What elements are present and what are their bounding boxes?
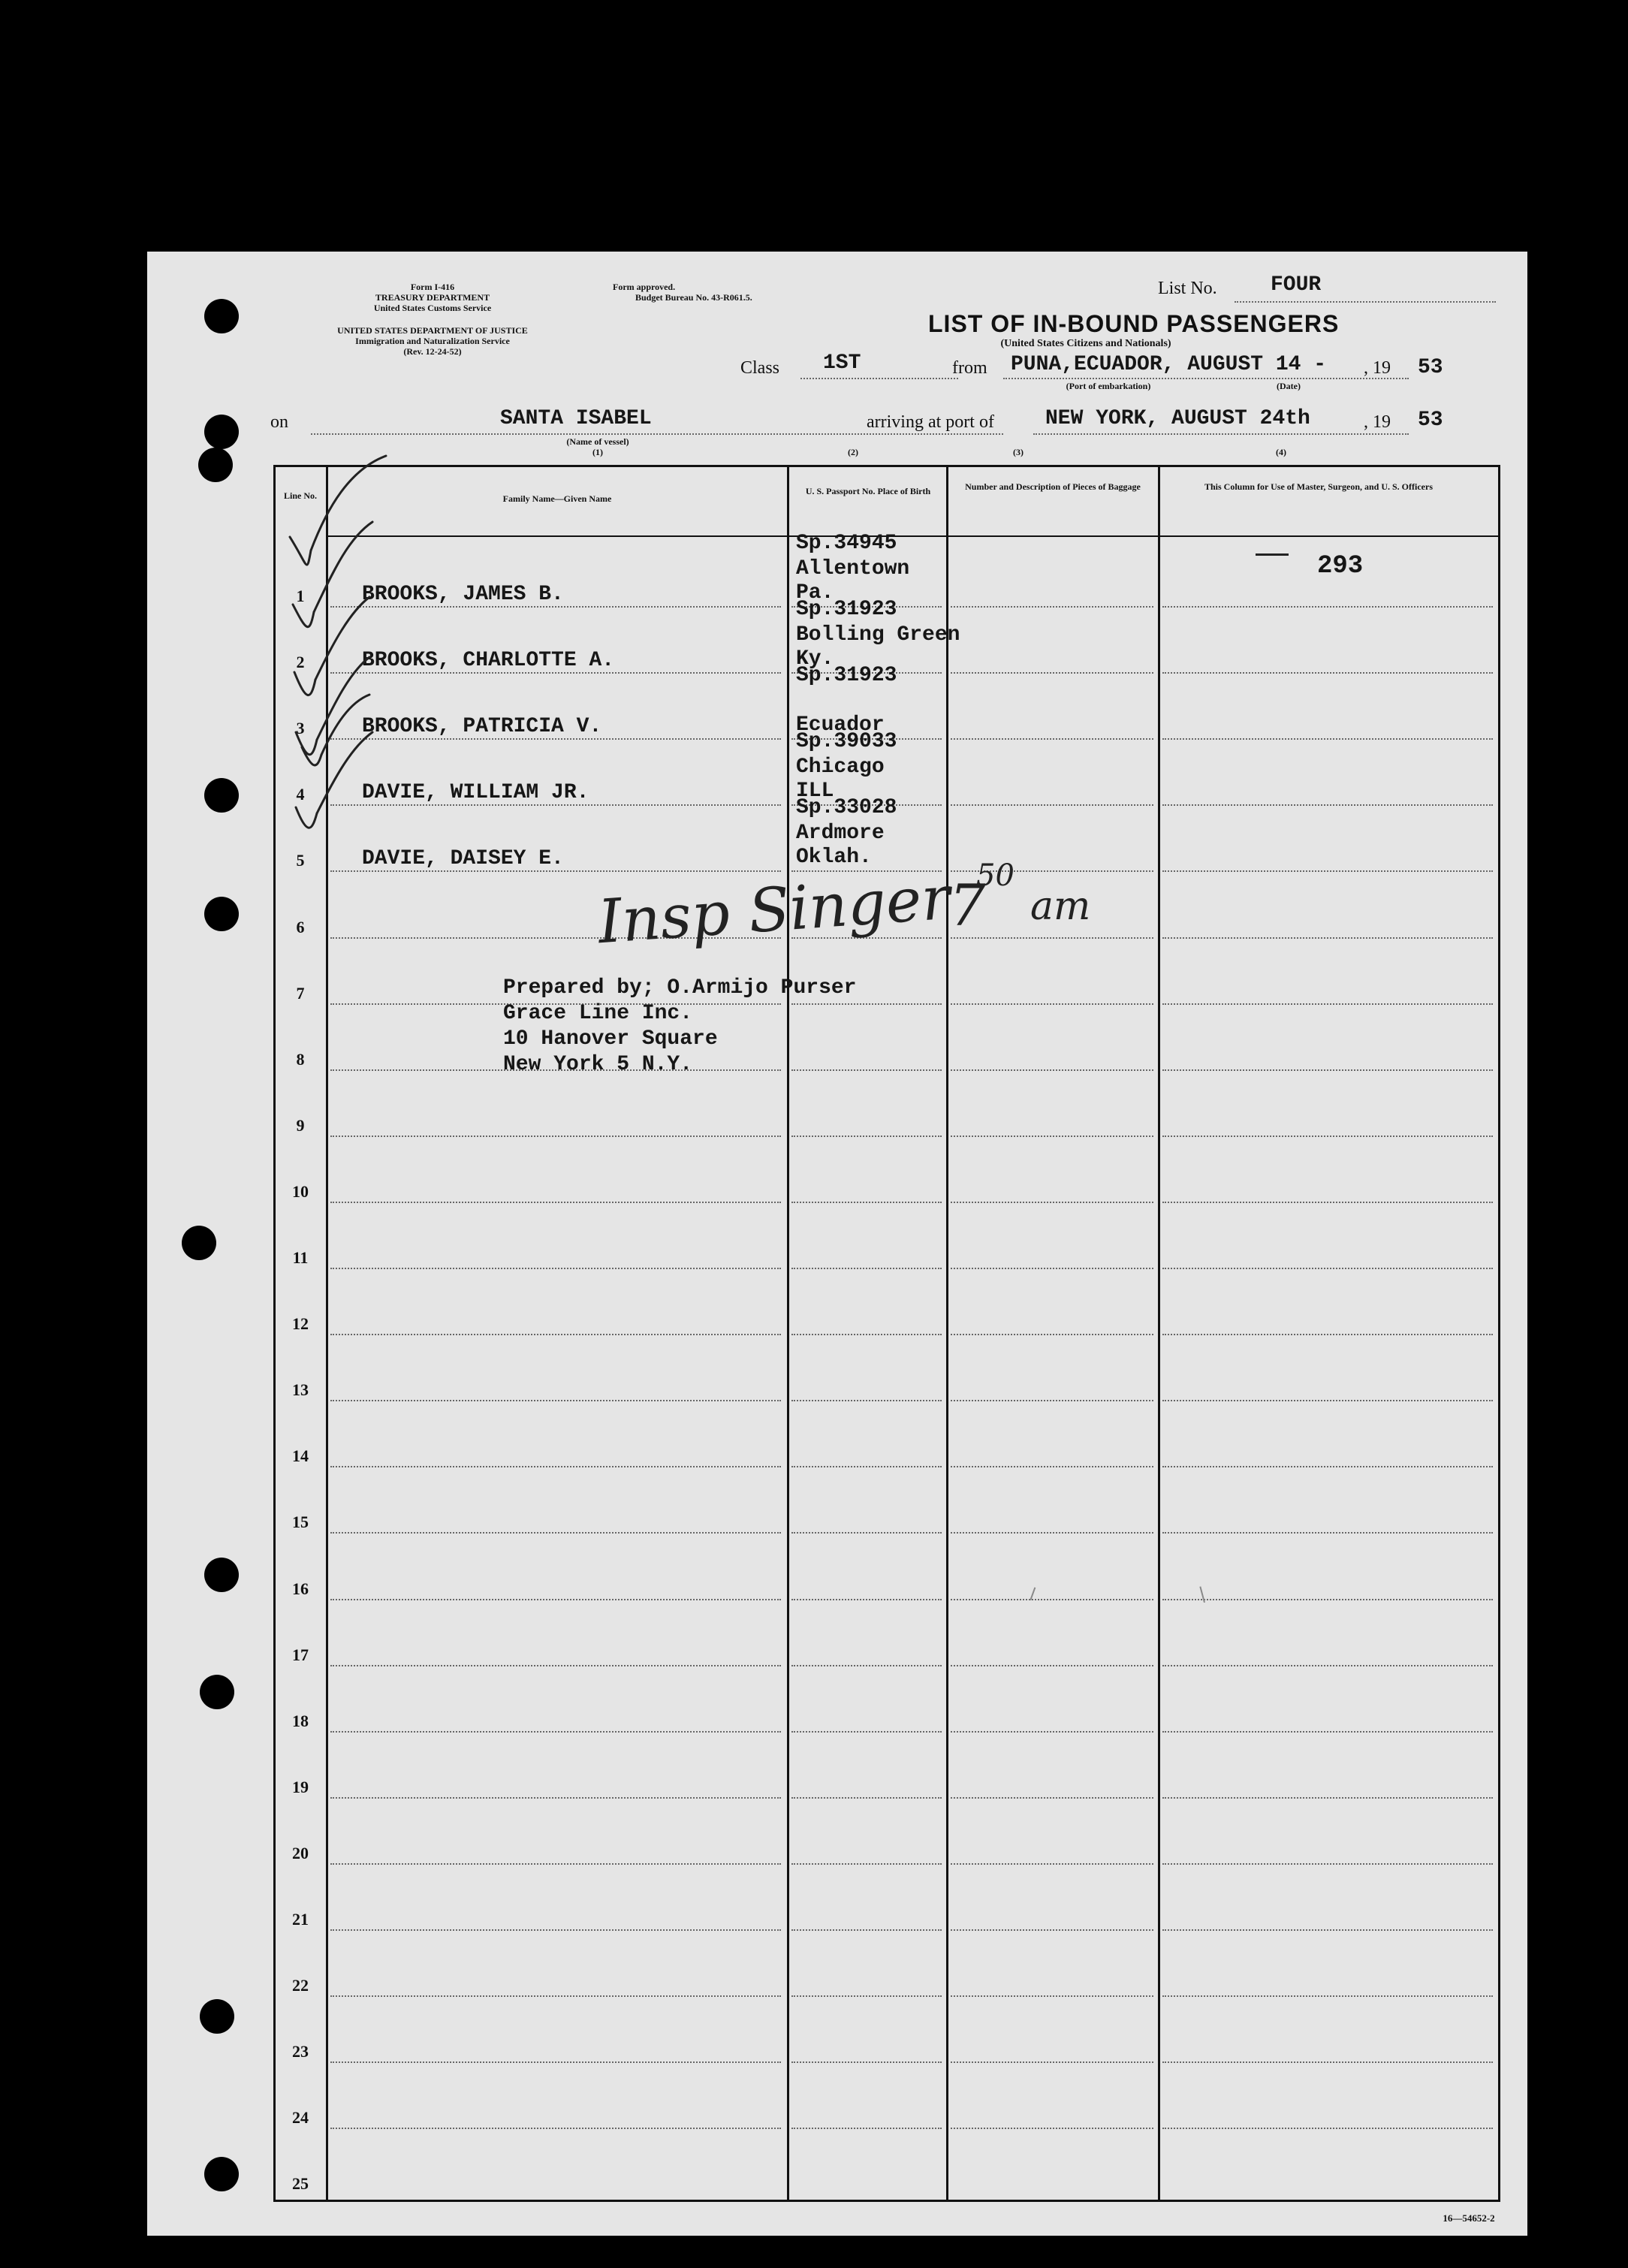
col1-number: (1) bbox=[592, 447, 603, 457]
row-dotted-line bbox=[791, 1136, 942, 1137]
row-dotted-line bbox=[1162, 1069, 1493, 1071]
list-no-value: FOUR bbox=[1271, 273, 1322, 297]
row-dotted-line bbox=[951, 1929, 1153, 1931]
col-header-line: Line No. bbox=[283, 490, 317, 501]
customs-service: United States Customs Service bbox=[373, 303, 492, 313]
birthplace-city: Chicago bbox=[796, 755, 885, 779]
birthplace-city: Allentown bbox=[796, 557, 910, 581]
row-dotted-line bbox=[330, 1863, 781, 1865]
row-dotted-line bbox=[1162, 1466, 1493, 1467]
row-dotted-line bbox=[791, 1731, 942, 1733]
arrival-year-prefix: , 19 bbox=[1364, 412, 1391, 432]
line-number: 13 bbox=[292, 1380, 309, 1399]
line-number: 9 bbox=[296, 1116, 305, 1135]
row-dotted-line bbox=[791, 1665, 942, 1666]
line-number: 4 bbox=[296, 785, 305, 804]
passport-number: Sp.39033 bbox=[796, 730, 897, 753]
row-dotted-line bbox=[330, 1731, 781, 1733]
row-dotted-line bbox=[1162, 1136, 1493, 1137]
row-dotted-line bbox=[1162, 1797, 1493, 1799]
prepared-company: Grace Line Inc. bbox=[503, 1002, 693, 1025]
row-dotted-line bbox=[791, 1334, 942, 1335]
binder-hole bbox=[204, 299, 239, 333]
class-value: 1ST bbox=[823, 351, 861, 375]
passenger-name: BROOKS, CHARLOTTE A. bbox=[362, 649, 615, 672]
row-dotted-line bbox=[330, 1136, 781, 1137]
header-rule bbox=[327, 535, 1499, 537]
line-number: 22 bbox=[292, 1976, 309, 1995]
prepared-city: New York 5 N.Y. bbox=[503, 1053, 693, 1076]
row-dotted-line bbox=[1162, 1003, 1493, 1005]
arrival-value: NEW YORK, AUGUST 24th bbox=[1045, 407, 1310, 430]
row-dotted-line bbox=[1162, 2061, 1493, 2063]
binder-hole bbox=[182, 1226, 216, 1260]
row-dotted-line bbox=[791, 1400, 942, 1401]
line-number: 12 bbox=[292, 1314, 309, 1333]
row-dotted-line bbox=[791, 1069, 942, 1071]
row-dotted-line bbox=[1162, 2128, 1493, 2129]
on-label: on bbox=[270, 412, 288, 432]
binder-hole bbox=[204, 415, 239, 449]
passport-number: Sp.34945 bbox=[796, 532, 897, 555]
from-value: PUNA,ECUADOR, AUGUST 14 - bbox=[1011, 353, 1327, 376]
row-dotted-line bbox=[1162, 1731, 1493, 1733]
revision-date: (Rev. 12-24-52) bbox=[403, 346, 462, 357]
row-dotted-line bbox=[330, 1995, 781, 1997]
line-number: 14 bbox=[292, 1446, 309, 1465]
arrival-year: 53 bbox=[1418, 409, 1443, 432]
officer-mark-dash bbox=[1256, 553, 1289, 556]
row-dotted-line bbox=[1162, 937, 1493, 939]
row-dotted-line bbox=[1162, 1334, 1493, 1335]
binder-hole bbox=[204, 778, 239, 813]
vessel-name: SANTA ISABEL bbox=[500, 407, 652, 430]
row-dotted-line bbox=[951, 2061, 1153, 2063]
row-dotted-line bbox=[951, 1532, 1153, 1534]
line-number: 7 bbox=[296, 984, 305, 1003]
list-no-label: List No. bbox=[1158, 279, 1217, 298]
col3-number: (3) bbox=[1013, 447, 1024, 457]
row-dotted-line bbox=[951, 738, 1153, 740]
footer-code: 16—54652-2 bbox=[1443, 2212, 1495, 2224]
form-title: LIST OF IN-BOUND PASSENGERS bbox=[928, 310, 1340, 337]
row-dotted-line bbox=[1162, 1929, 1493, 1931]
row-dotted-line bbox=[791, 1599, 942, 1600]
row-dotted-line bbox=[1162, 870, 1493, 872]
row-dotted-line bbox=[1162, 1202, 1493, 1203]
row-dotted-line bbox=[1162, 1532, 1493, 1534]
line-number: 3 bbox=[296, 719, 305, 737]
row-dotted-line bbox=[951, 1334, 1153, 1335]
prepared-by: Prepared by; O.Armijo Purser bbox=[503, 976, 857, 1000]
row-dotted-line bbox=[330, 1268, 781, 1269]
passport-number: Sp.31923 bbox=[796, 598, 897, 621]
passenger-name: DAVIE, DAISEY E. bbox=[362, 847, 564, 870]
row-dotted-line bbox=[791, 1995, 942, 1997]
row-dotted-line bbox=[951, 1995, 1153, 1997]
birthplace-state: ILL bbox=[796, 780, 834, 803]
line-number: 19 bbox=[292, 1778, 309, 1796]
line-number: 5 bbox=[296, 851, 305, 870]
row-dotted-line bbox=[330, 1400, 781, 1401]
line-number: 23 bbox=[292, 2042, 309, 2061]
col-header-name: Family Name—Given Name bbox=[502, 493, 612, 504]
row-dotted-line bbox=[330, 1466, 781, 1467]
birthplace-state: Pa. bbox=[796, 581, 834, 605]
passenger-name: DAVIE, WILLIAM JR. bbox=[362, 781, 589, 804]
line-number: 11 bbox=[292, 1248, 309, 1267]
col-header-officers: This Column for Use of Master, Surgeon, and U. S. Officers bbox=[1204, 481, 1433, 492]
col2-number: (2) bbox=[848, 447, 858, 457]
class-label: Class bbox=[740, 358, 780, 378]
row-dotted-line bbox=[951, 1136, 1153, 1137]
row-dotted-line bbox=[951, 2128, 1153, 2129]
row-dotted-line bbox=[791, 1863, 942, 1865]
vessel-caption: (Name of vessel) bbox=[566, 436, 629, 447]
row-dotted-line bbox=[1162, 1665, 1493, 1666]
line-number: 24 bbox=[292, 2108, 309, 2127]
row-dotted-line bbox=[951, 1466, 1153, 1467]
line-number: 15 bbox=[292, 1513, 309, 1531]
line-number: 20 bbox=[292, 1844, 309, 1862]
row-dotted-line bbox=[1162, 1863, 1493, 1865]
row-dotted-line bbox=[330, 1797, 781, 1799]
passport-number: Sp.31923 bbox=[796, 664, 897, 687]
signature-time-hour: 7 bbox=[949, 872, 986, 939]
budget-bureau: Budget Bureau No. 43-R061.5. bbox=[635, 292, 752, 303]
birthplace-state: Ky. bbox=[796, 647, 834, 671]
birthplace-city: Bolling Green bbox=[796, 623, 960, 647]
prepared-address: 10 Hanover Square bbox=[503, 1027, 718, 1051]
row-dotted-line bbox=[1162, 804, 1493, 806]
row-dotted-line bbox=[791, 1929, 942, 1931]
binder-hole bbox=[200, 1999, 234, 2034]
pencil-mark-a bbox=[1030, 1587, 1042, 1603]
passenger-name: BROOKS, JAMES B. bbox=[362, 583, 564, 606]
binder-hole bbox=[198, 448, 233, 482]
form-number: Form I-416 bbox=[410, 282, 455, 292]
arriving-label: arriving at port of bbox=[867, 412, 994, 432]
from-label: from bbox=[952, 358, 987, 378]
row-dotted-line bbox=[951, 1202, 1153, 1203]
row-dotted-line bbox=[330, 1599, 781, 1600]
passenger-name: BROOKS, PATRICIA V. bbox=[362, 715, 602, 738]
birthplace-city: Ardmore bbox=[796, 822, 885, 845]
row-dotted-line bbox=[1162, 672, 1493, 674]
row-dotted-line bbox=[330, 1532, 781, 1534]
binder-hole bbox=[204, 2157, 239, 2191]
date-caption: (Date) bbox=[1277, 381, 1301, 391]
row-dotted-line bbox=[330, 606, 781, 608]
line-number: 16 bbox=[292, 1579, 309, 1598]
binder-hole bbox=[204, 897, 239, 931]
row-dotted-line bbox=[330, 1929, 781, 1931]
row-dotted-line bbox=[330, 804, 781, 806]
row-dotted-line bbox=[791, 1003, 942, 1005]
row-dotted-line bbox=[951, 1797, 1153, 1799]
row-dotted-line bbox=[951, 1863, 1153, 1865]
line-number: 10 bbox=[292, 1182, 309, 1201]
row-dotted-line bbox=[330, 870, 781, 872]
row-dotted-line bbox=[951, 1069, 1153, 1071]
birthplace-state: Oklah. bbox=[796, 846, 872, 869]
birthplace-state: Ecuador bbox=[796, 713, 885, 737]
justice-dept: UNITED STATES DEPARTMENT OF JUSTICE bbox=[337, 325, 528, 336]
row-dotted-line bbox=[1162, 1400, 1493, 1401]
treasury-dept: TREASURY DEPARTMENT bbox=[375, 292, 490, 303]
signature-time-minutes: 50 bbox=[976, 858, 1014, 893]
from-year-prefix: , 19 bbox=[1364, 358, 1391, 378]
row-dotted-line bbox=[951, 1268, 1153, 1269]
line-number: 2 bbox=[296, 653, 305, 671]
row-dotted-line bbox=[951, 672, 1153, 674]
row-dotted-line bbox=[1162, 1268, 1493, 1269]
row-dotted-line bbox=[330, 1334, 781, 1335]
row-dotted-line bbox=[791, 1532, 942, 1534]
line-number: 18 bbox=[292, 1712, 309, 1730]
row-dotted-line bbox=[791, 2128, 942, 2129]
row-dotted-line bbox=[791, 1268, 942, 1269]
inspector-signature: Insp Singer bbox=[595, 862, 953, 958]
col4-number: (4) bbox=[1276, 447, 1286, 457]
line-number: 1 bbox=[296, 587, 305, 605]
manifest-sheet bbox=[147, 252, 1527, 2236]
row-dotted-line bbox=[951, 606, 1153, 608]
officer-mark: 293 bbox=[1317, 552, 1364, 581]
row-dotted-line bbox=[1162, 738, 1493, 740]
passport-number: Sp.33028 bbox=[796, 796, 897, 819]
row-dotted-line bbox=[951, 1400, 1153, 1401]
line-number: 21 bbox=[292, 1910, 309, 1929]
ins-service: Immigration and Naturalization Service bbox=[355, 336, 510, 346]
binder-hole bbox=[200, 1675, 234, 1709]
row-dotted-line bbox=[791, 1202, 942, 1203]
col-header-passport: U. S. Passport No. Place of Birth bbox=[805, 486, 931, 496]
row-dotted-line bbox=[791, 1466, 942, 1467]
row-dotted-line bbox=[951, 1731, 1153, 1733]
form-approved: Form approved. bbox=[613, 282, 676, 292]
row-dotted-line bbox=[330, 2128, 781, 2129]
row-dotted-line bbox=[791, 2061, 942, 2063]
line-number: 8 bbox=[296, 1050, 305, 1069]
row-dotted-line bbox=[951, 1003, 1153, 1005]
binder-hole bbox=[204, 1558, 239, 1592]
signature-time-ampm: am bbox=[1030, 884, 1091, 929]
row-dotted-line bbox=[330, 672, 781, 674]
line-number: 6 bbox=[296, 918, 305, 936]
line-number: 25 bbox=[292, 2174, 309, 2193]
row-dotted-line bbox=[330, 1202, 781, 1203]
row-dotted-line bbox=[330, 1665, 781, 1666]
from-year: 53 bbox=[1418, 356, 1443, 379]
row-dotted-line bbox=[1162, 1995, 1493, 1997]
row-dotted-line bbox=[330, 2061, 781, 2063]
row-dotted-line bbox=[330, 738, 781, 740]
row-dotted-line bbox=[951, 1665, 1153, 1666]
row-dotted-line bbox=[951, 804, 1153, 806]
col-header-baggage: Number and Description of Pieces of Baggage bbox=[965, 481, 1141, 492]
row-dotted-line bbox=[791, 1797, 942, 1799]
form-subtitle: (United States Citizens and Nationals) bbox=[1000, 338, 1171, 349]
line-number: 17 bbox=[292, 1645, 309, 1664]
row-dotted-line bbox=[1162, 606, 1493, 608]
port-embark-caption: (Port of embarkation) bbox=[1066, 381, 1151, 391]
row-dotted-line bbox=[951, 1599, 1153, 1600]
